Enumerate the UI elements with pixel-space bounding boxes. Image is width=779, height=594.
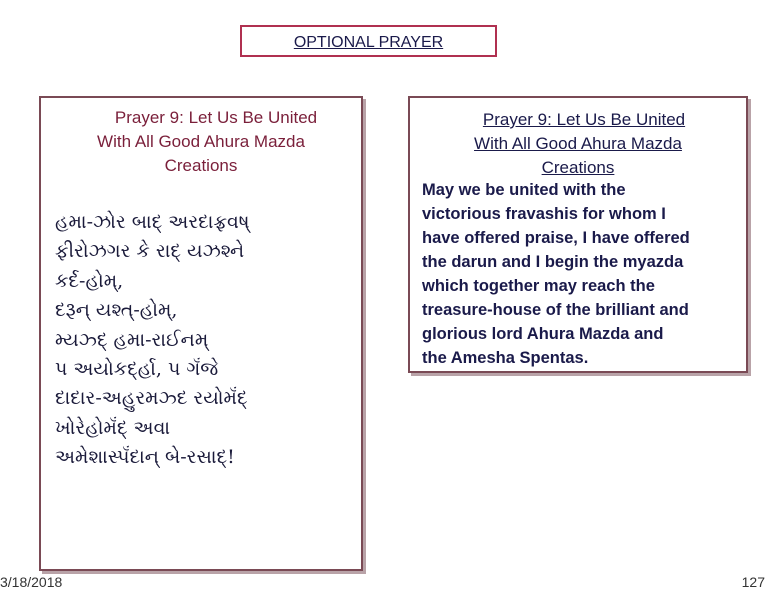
- translation-line: May we be united with the: [422, 181, 626, 199]
- gujarati-line: હમા-ઝોર બાદ્ અરદાફ્રવષ્: [55, 211, 250, 233]
- gujarati-line: દરૂન્ યશ્ત્-હોમ્,: [55, 299, 178, 322]
- gujarati-line: અમેશાસ્પૅંદાન્ બે-રસાદ્!: [55, 446, 235, 469]
- translation-line: the Amesha Spentas.: [422, 349, 589, 367]
- gujarati-prayer-text: [55, 208, 355, 473]
- right-heading-line: With All Good Ahura Mazda: [474, 134, 682, 153]
- gujarati-line: ફીરોઝગર કે રાદ્ યઝશ્ને: [55, 240, 245, 263]
- gujarati-line: મ્યઝ્દ્ હમા-રાઈનમ્: [55, 328, 209, 351]
- english-translation-panel: [408, 96, 748, 373]
- translation-line: have offered praise, I have offered: [422, 229, 690, 247]
- translation-text: [422, 178, 742, 370]
- left-panel-heading: [41, 106, 361, 178]
- right-heading-line: Prayer 9: Let Us Be United: [482, 110, 686, 129]
- translation-line: glorious lord Ahura Mazda and: [422, 325, 664, 343]
- gujarati-line: કર્દ-હોમ્,: [55, 269, 124, 292]
- gujarati-prayer-panel: [39, 96, 363, 571]
- gujarati-line: ખોરેહોમૅંદ્ અવા: [55, 416, 171, 439]
- gujarati-line: પ અયોકર્દ્હા, પ ગૅંજે: [55, 358, 219, 381]
- right-panel-heading: [410, 108, 746, 180]
- title-box: [240, 25, 497, 57]
- translation-line: victorious fravashis for whom I: [422, 205, 666, 223]
- left-heading-line: Creations: [164, 156, 238, 175]
- left-heading-line: Prayer 9: Let Us Be United: [114, 108, 318, 127]
- translation-line: which together may reach the: [422, 277, 655, 295]
- translation-line: treasure-house of the brilliant and: [422, 301, 689, 319]
- gujarati-line: દાદાર-અહુરમઝ્દ રયોમૅંદ્: [55, 387, 248, 410]
- right-heading-line: Creations: [541, 158, 615, 177]
- footer-date: 3/18/2018: [0, 574, 63, 590]
- page-title: OPTIONAL PRAYER: [293, 34, 444, 51]
- page-number: 127: [741, 574, 765, 590]
- left-heading-line: With All Good Ahura Mazda: [97, 132, 305, 151]
- translation-line: the darun and I begin the myazda: [422, 253, 684, 271]
